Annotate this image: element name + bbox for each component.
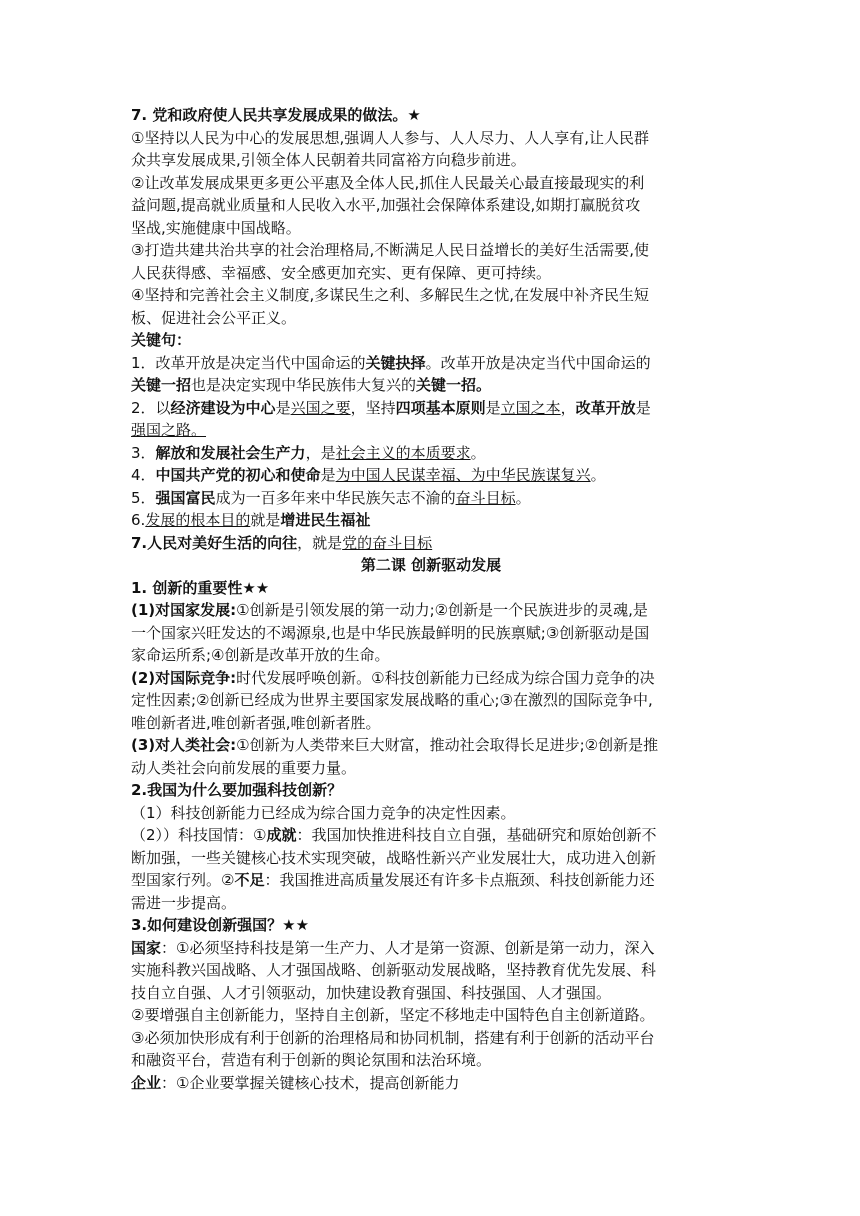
section7-heading: 7. 党和政府使人民共享发展成果的做法。★ xyxy=(131,106,421,124)
text-span: 4． xyxy=(131,466,156,484)
underlined-span: 立国之本 xyxy=(500,398,561,417)
q3-line: ②要增强自主创新能力，坚持自主创新，坚定不移地走中国特色自主创新道路。 xyxy=(131,1006,655,1024)
underlined-span: 社会主义的本质要求 xyxy=(335,443,471,462)
key-sentence-1-cont xyxy=(131,374,731,397)
text-span: 是 xyxy=(275,398,291,417)
q3-heading: 3.如何建设创新强国？★★ xyxy=(131,916,310,934)
text-span: ：我国推进高质量发展还有许多卡点瓶颈、科技创新能力还 xyxy=(264,871,655,889)
q1-line: 一个国家兴旺发达的不竭源泉,也是中华民族最鲜明的民族禀赋;③创新驱动是国 xyxy=(131,623,650,642)
underlined-span: 强国之路。 xyxy=(131,421,207,439)
bold-span: 企业 xyxy=(131,1073,162,1092)
text-span: ：我国加快推进科技自立自强，基础研究和原始创新不 xyxy=(296,826,657,844)
text-span: ①创新是引领发展的第一动力;②创新是一个民族进步的灵魂,是 xyxy=(236,601,648,619)
section7-line: ①坚持以人民为中心的发展思想,强调人人参与、人人尽力、人人享有,让人民群 xyxy=(131,128,649,147)
text-span: 。 xyxy=(515,488,531,507)
text-span: 。改革开放是决定当代中国命运的 xyxy=(425,353,651,372)
bold-span: 强国富民 xyxy=(155,488,216,507)
q1-line: 动人类社会向前发展的重要力量。 xyxy=(131,758,357,777)
document-page xyxy=(131,104,731,1094)
q2-heading: 2.我国为什么要加强科技创新？ xyxy=(131,781,343,799)
text-span: 。 xyxy=(590,466,606,484)
text-span: 2．以 xyxy=(131,398,171,417)
key-sentence-3 xyxy=(131,442,731,465)
bold-span: (2)对国际竞争: xyxy=(131,668,237,687)
text-span: ， xyxy=(560,398,576,417)
q1-point-1 xyxy=(131,599,731,622)
key-sentence-7 xyxy=(131,532,731,555)
text-span: ，坚持 xyxy=(350,398,396,417)
key-sentence-4 xyxy=(131,464,731,487)
bold-span: 国家 xyxy=(131,938,162,957)
q1-line: 唯创新者进,唯创新者强,唯创新者胜。 xyxy=(131,713,381,732)
q2-line: 需进一步提高。 xyxy=(131,893,237,912)
bold-span: 关键一招 xyxy=(131,376,192,394)
q1-line: 家命运所系;④创新是改革开放的生命。 xyxy=(131,646,390,664)
text-span: 就是 xyxy=(250,511,281,529)
text-span: ，是 xyxy=(305,443,336,462)
key-sentence-2 xyxy=(131,397,731,420)
text-span: 也是决定实现中华民族伟大复兴的 xyxy=(191,376,417,394)
q3-line: 和融资平台，营造有利于创新的舆论氛围和法治环境。 xyxy=(131,1051,492,1069)
q3-line: 技自立自强、人才引领驱动，加快建设教育强国、科技强国、人才强国。 xyxy=(131,983,612,1002)
key-sentence-6 xyxy=(131,509,731,532)
bold-span: (1)对国家发展: xyxy=(131,601,237,619)
q1-line: 定性因素;②创新已经成为世界主要国家发展战略的重心;③在激烈的国际竞争中, xyxy=(131,691,653,709)
bold-span: 关键抉择 xyxy=(365,353,426,372)
key-sentence-5 xyxy=(131,487,731,510)
q2-line xyxy=(131,824,731,847)
key-sentence-1 xyxy=(131,352,731,375)
q1-point-3 xyxy=(131,734,731,757)
q3-line: ③必须加快形成有利于创新的治理格局和协同机制，搭建有利于创新的活动平台 xyxy=(131,1028,655,1047)
text-span: 成为一百多年来中华民族矢志不渝的 xyxy=(215,488,456,507)
text-span: 是 xyxy=(320,466,336,484)
bold-span: 解放和发展社会生产力 xyxy=(155,443,306,462)
section7-line: 众共享发展成果,引领全体人民朝着共同富裕方向稳步前进。 xyxy=(131,151,526,169)
text-span: 是 xyxy=(635,398,651,417)
bold-span: 不足 xyxy=(234,871,265,889)
q1-point-2 xyxy=(131,667,731,690)
text-span: ①创新为人类带来巨大财富，推动社会取得长足进步;②创新是推 xyxy=(236,736,659,754)
section7-line: 坚战,实施健康中国战略。 xyxy=(131,218,301,237)
text-span: ：①企业要掌握关键核心技术，提高创新能力 xyxy=(161,1073,460,1092)
text-span: 6. xyxy=(131,511,146,529)
key-sentences-heading: 关键句： xyxy=(131,331,192,349)
bold-span: 改革开放 xyxy=(575,398,636,417)
bold-span: 7.人民对美好生活的向往 xyxy=(131,533,298,552)
q3-enterprise-line xyxy=(131,1072,731,1095)
text-span: 1．改革开放是决定当代中国命运的 xyxy=(131,353,366,372)
q1-heading: 1. 创新的重要性★★ xyxy=(131,578,270,597)
key-sentence-2-cont xyxy=(131,419,731,442)
text-span: 时代发展呼唤创新。①科技创新能力已经成为综合国力竞争的决 xyxy=(236,668,655,687)
bold-span: (3)对人类社会: xyxy=(131,736,237,754)
underlined-span: 发展的根本目的 xyxy=(145,511,251,529)
bold-span: 经济建设为中心 xyxy=(170,398,276,417)
bold-span: 增进民生福祉 xyxy=(280,511,371,529)
section7-line: 益问题,提高就业质量和人民收入水平,加强社会保障体系建设,如期打赢脱贫攻 xyxy=(131,196,641,214)
lesson-title: 第二课 创新驱动发展 xyxy=(360,556,502,574)
section7-line: 人民获得感、幸福感、安全感更加充实、更有保障、更可持续。 xyxy=(131,263,552,282)
underlined-span: 为中国人民谋幸福、为中华民族谋复兴 xyxy=(335,466,591,484)
underlined-span: 兴国之要 xyxy=(290,398,351,417)
underlined-span: 奋斗目标 xyxy=(455,488,516,507)
q2-line: （1）科技创新能力已经成为综合国力竞争的决定性因素。 xyxy=(131,803,516,822)
text-span: 3． xyxy=(131,443,156,462)
bold-span: 成就 xyxy=(266,826,297,844)
text-span: 型国家行列。② xyxy=(131,871,235,889)
bold-span: 四项基本原则 xyxy=(395,398,486,417)
q2-line: 断加强，一些关键核心技术实现突破，战略性新兴产业发展壮大，成功进入创新 xyxy=(131,848,657,867)
text-span: ：①必须坚持科技是第一生产力、人才是第一资源、创新是第一动力，深入 xyxy=(161,938,655,957)
text-span: 是 xyxy=(485,398,501,417)
bold-span: 关键一招。 xyxy=(416,376,492,394)
q2-line xyxy=(131,869,731,892)
q3-state-line xyxy=(131,937,731,960)
section7-line: ④坚持和完善社会主义制度,多谋民生之利、多解民生之忧,在发展中补齐民生短 xyxy=(131,286,649,304)
text-span: 。 xyxy=(470,443,486,462)
underlined-span: 党的奋斗目标 xyxy=(342,533,433,552)
section7-line: 板、促进社会公平正义。 xyxy=(131,308,297,327)
text-span: （2））科技国情：① xyxy=(131,826,267,844)
section7-line: ③打造共建共治共享的社会治理格局,不断满足人民日益增长的美好生活需要,使 xyxy=(131,241,649,259)
text-span: ，就是 xyxy=(297,533,343,552)
q3-line: 实施科教兴国战略、人才强国战略、创新驱动发展战略，坚持教育优先发展、科 xyxy=(131,961,657,979)
text-span: 5． xyxy=(131,488,156,507)
bold-span: 中国共产党的初心和使命 xyxy=(155,466,321,484)
section7-line: ②让改革发展成果更多更公平惠及全体人民,抓住人民最关心最直接最现实的利 xyxy=(131,173,645,192)
